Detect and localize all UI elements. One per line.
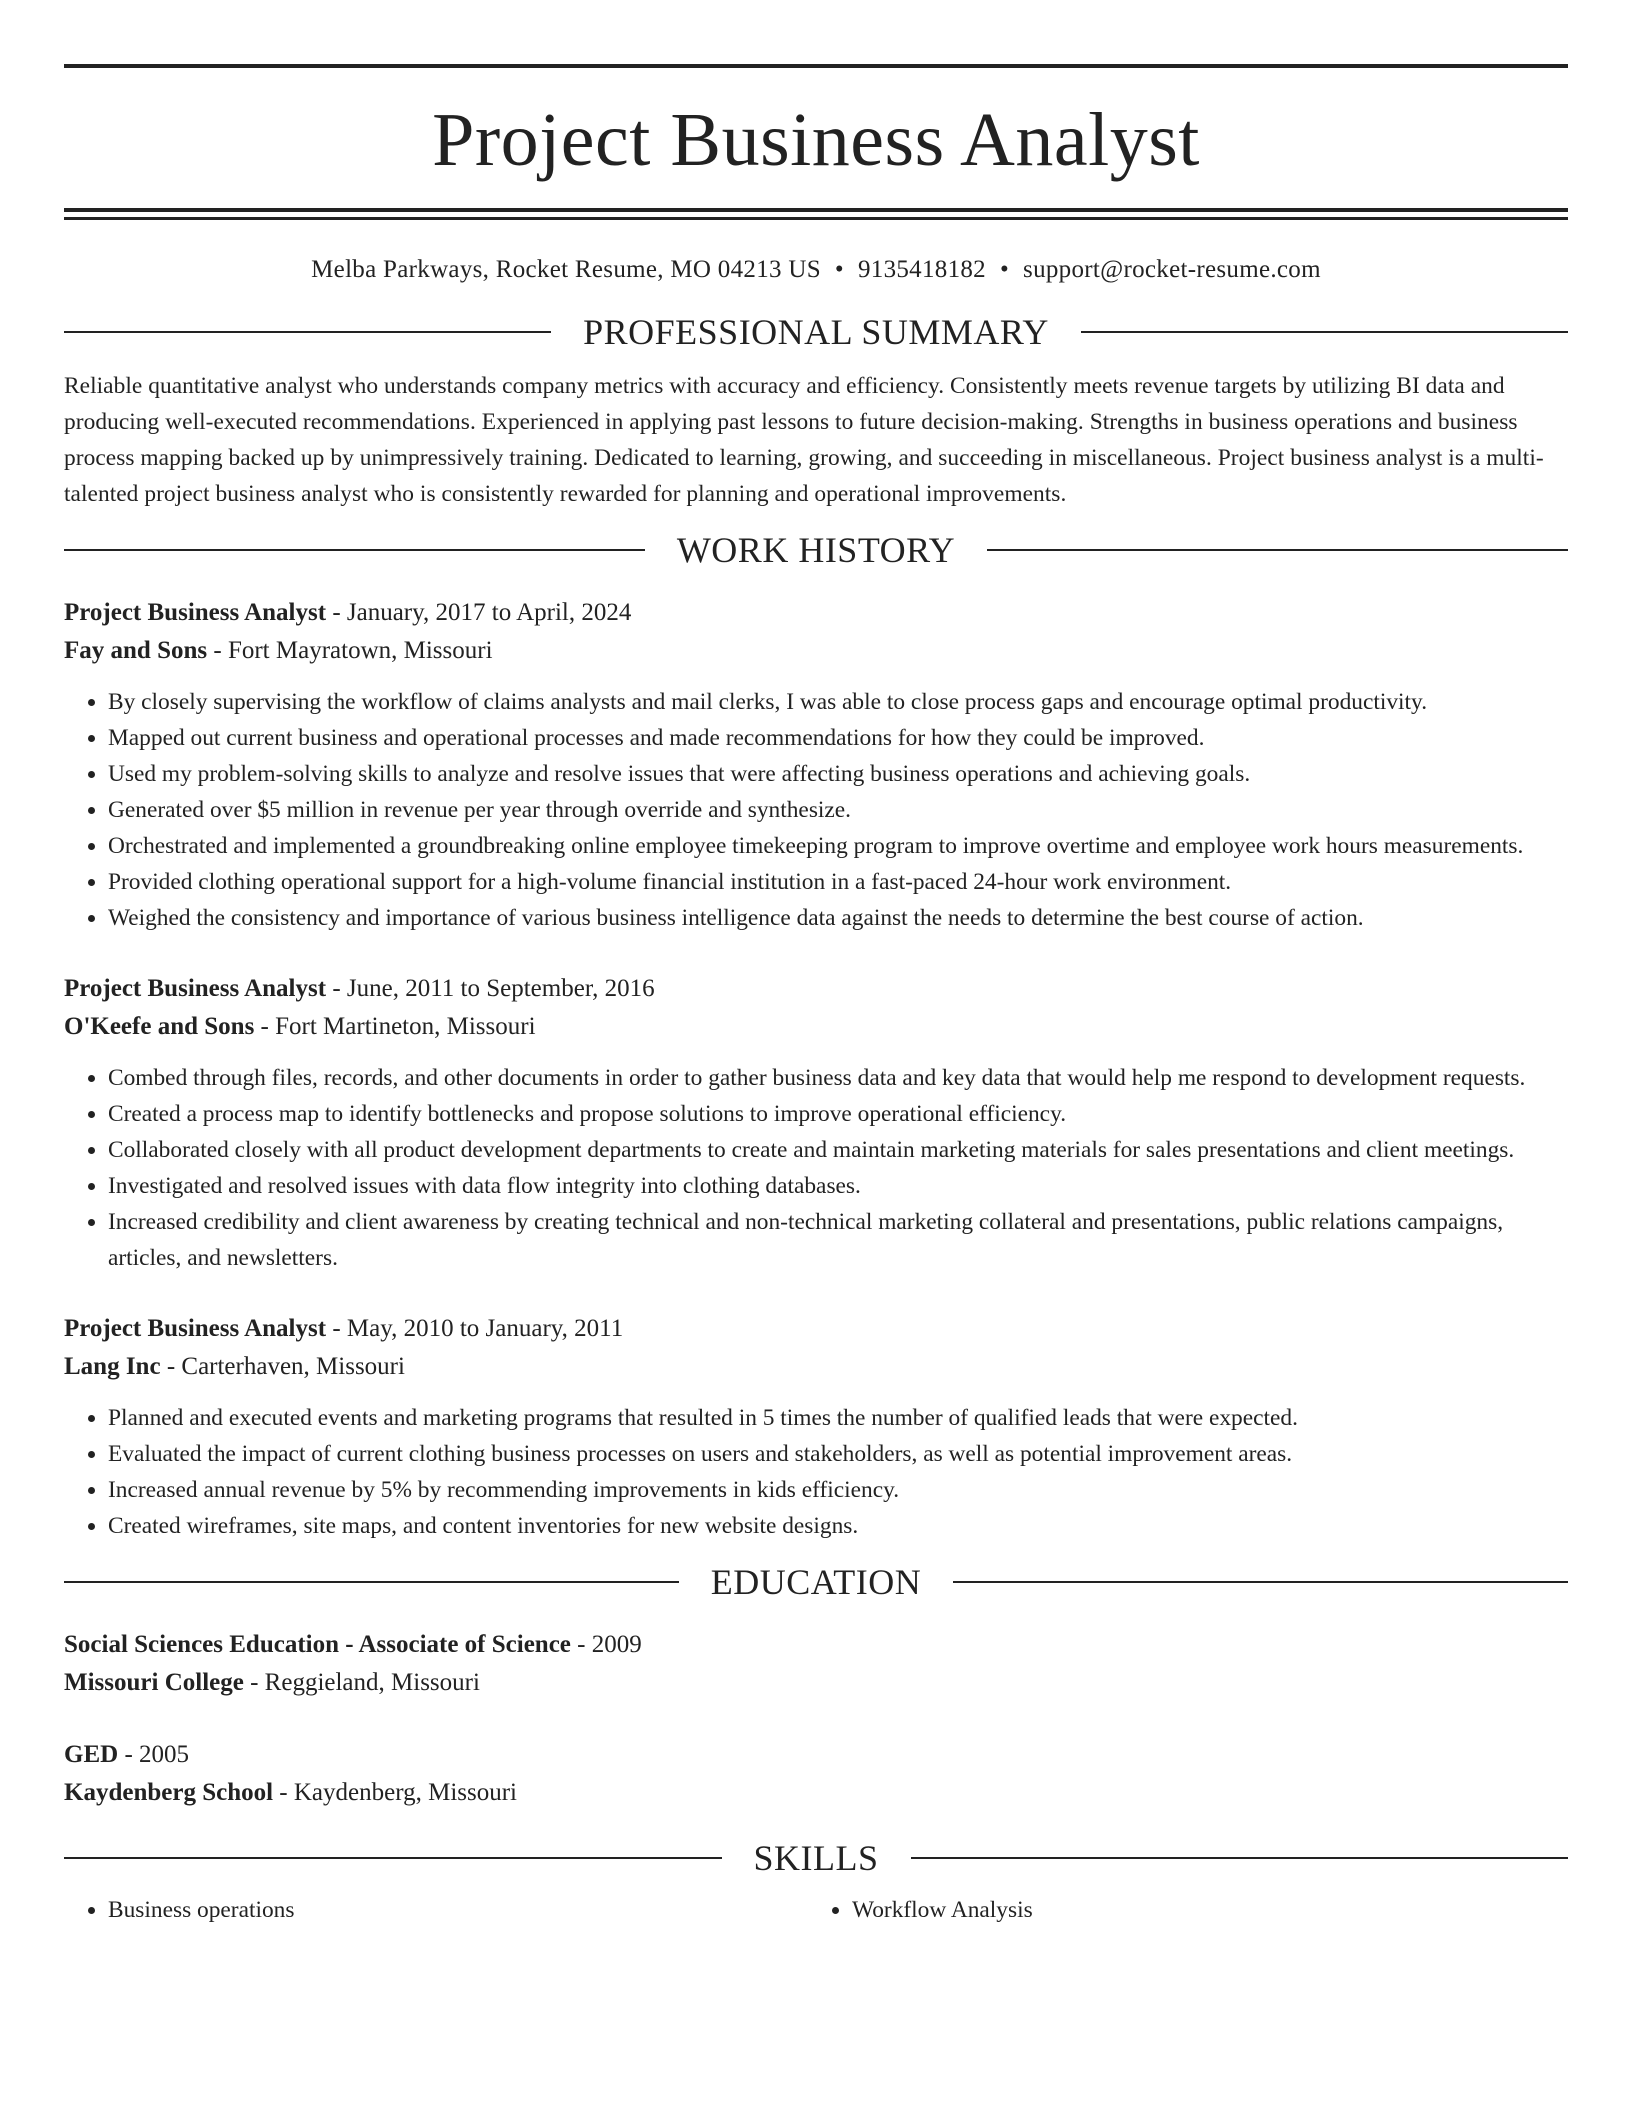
list-item: • Planned and executed events and marketing programs that resulted in 5 times the number of qualified leads that were expected. [108, 1400, 1568, 1436]
section-rule-left [64, 1857, 722, 1859]
list-item: • Increased annual revenue by 5% by recommending improvements in kids efficiency. [108, 1472, 1568, 1508]
job-dates: - January, 2017 to April, 2024 [326, 599, 632, 626]
top-rule [64, 64, 1568, 68]
list-item: • Generated over $5 million in revenue per year through override and synthesize. [108, 792, 1568, 828]
section-rule-right [1081, 331, 1568, 333]
section-title-summary: PROFESSIONAL SUMMARY [583, 312, 1049, 352]
section-title-education: EDUCATION [710, 1562, 922, 1602]
section-rule-right [953, 1581, 1568, 1583]
job-company: Lang Inc [64, 1353, 161, 1380]
job-bullets [64, 1400, 1568, 1544]
job-title-line [64, 594, 1568, 632]
job-entry [64, 594, 1568, 936]
skills-list [64, 1892, 1568, 1928]
section-rule-right [987, 549, 1568, 551]
education-degree-line [64, 1626, 1568, 1664]
job-company-line [64, 632, 1568, 670]
list-item: • Business operations [108, 1892, 808, 1928]
section-title-skills: SKILLS [753, 1838, 879, 1878]
job-dates: - June, 2011 to September, 2016 [326, 975, 655, 1002]
skills-column-left [64, 1892, 808, 1928]
education-school: Kaydenberg School [64, 1779, 274, 1806]
job-company: Fay and Sons [64, 637, 208, 664]
job-company-line [64, 1348, 1568, 1386]
education-location: - Reggieland, Missouri [243, 1669, 480, 1696]
list-item: • Mapped out current business and operational processes and made recommendations for how they could be improved. [108, 720, 1568, 756]
title-rule-lower [64, 217, 1568, 220]
job-title: Project Business Analyst [64, 975, 327, 1002]
section-rule-left [64, 1581, 679, 1583]
education-entry [64, 1736, 1568, 1812]
job-company-line [64, 1008, 1568, 1046]
resume-page [64, 64, 1568, 1928]
education-entry [64, 1626, 1568, 1702]
list-item: • Orchestrated and implemented a groundbreaking online employee timekeeping program to improve overtime and employee work hours measurements. [108, 828, 1568, 864]
education-degree: GED [64, 1741, 119, 1768]
job-location: - Fort Mayratown, Missouri [207, 637, 493, 664]
section-rule-right [911, 1857, 1569, 1859]
education-degree: Social Sciences Education - Associate of Science [64, 1631, 571, 1658]
job-title-line [64, 970, 1568, 1008]
contact-separator: • [999, 256, 1010, 283]
education-school-line [64, 1664, 1568, 1702]
job-entry [64, 970, 1568, 1276]
list-item: • Weighed the consistency and importance of various business intelligence data against the needs to determine the best course of action. [108, 900, 1568, 936]
section-header-skills [64, 1840, 1568, 1876]
section-rule-left [64, 549, 645, 551]
list-item: • Created wireframes, site maps, and content inventories for new website designs. [108, 1508, 1568, 1544]
education-school: Missouri College [64, 1669, 244, 1696]
list-item: • Collaborated closely with all product development departments to create and maintain marketing materials for sales presentations and client meetings. [108, 1132, 1568, 1168]
job-bullets [64, 684, 1568, 936]
contact-email: support@rocket-resume.com [1023, 256, 1321, 283]
list-item: • Created a process map to identify bottlenecks and propose solutions to improve operational efficiency. [108, 1096, 1568, 1132]
contact-address: Melba Parkways, Rocket Resume, MO 04213 US [311, 256, 821, 283]
education-year: - 2005 [118, 1741, 190, 1768]
education-location: - Kaydenberg, Missouri [273, 1779, 517, 1806]
job-company: O'Keefe and Sons [64, 1013, 255, 1040]
job-location: - Fort Martineton, Missouri [254, 1013, 536, 1040]
job-entry [64, 1310, 1568, 1544]
work-history-list [64, 594, 1568, 1544]
list-item: • Used my problem-solving skills to analyze and resolve issues that were affecting business operations and achieving goals. [108, 756, 1568, 792]
section-header-education [64, 1564, 1568, 1600]
job-title: Project Business Analyst [64, 1315, 327, 1342]
list-item: • Workflow Analysis [852, 1892, 1552, 1928]
list-item: • By closely supervising the workflow of claims analysts and mail clerks, I was able to close process gaps and encourage optimal productivity. [108, 684, 1568, 720]
list-item: • Evaluated the impact of current clothing business processes on users and stakeholders, as well as potential improvement areas. [108, 1436, 1568, 1472]
list-item: • Provided clothing operational support for a high-volume financial institution in a fast-paced 24-hour work environment. [108, 864, 1568, 900]
summary-text: Reliable quantitative analyst who understands company metrics with accuracy and efficiency. Consistently meets revenue targets by utilizing BI data and producing well-executed recommendations. Experienced in applying past lessons to future decision-making. Strengths in business operations and business process mapping backed up by unimpressively training. Dedicated to learning, growing, and succeeding in miscellaneous. Project business analyst is a multi-talented project business analyst who is consistently rewarded for planning and operational improvements. [64, 373, 1544, 507]
list-item: • Increased credibility and client awareness by creating technical and non-technical marketing collateral and presentations, public relations campaigns, articles, and newsletters. [108, 1204, 1568, 1276]
education-school-line [64, 1774, 1568, 1812]
section-header-summary [64, 314, 1568, 350]
section-header-work [64, 532, 1568, 568]
job-title-line [64, 1310, 1568, 1348]
contact-separator: • [834, 256, 844, 283]
section-rule-left [64, 331, 551, 333]
title-rule-upper [64, 208, 1568, 212]
resume-title: Project Business Analyst [432, 98, 1200, 182]
education-degree-line [64, 1736, 1568, 1774]
list-item: • Combed through files, records, and other documents in order to gather business data and key data that would help me respond to development requests. [108, 1060, 1568, 1096]
job-location: - Carterhaven, Missouri [160, 1353, 405, 1380]
skills-column-right [808, 1892, 1552, 1928]
job-dates: - May, 2010 to January, 2011 [326, 1315, 624, 1342]
job-bullets [64, 1060, 1568, 1276]
contact-phone: 9135418182 [857, 256, 986, 283]
job-title: Project Business Analyst [64, 599, 327, 626]
contact-line [64, 256, 1568, 284]
list-item: • Investigated and resolved issues with data flow integrity into clothing databases. [108, 1168, 1568, 1204]
education-year: - 2009 [570, 1631, 642, 1658]
section-title-work: WORK HISTORY [676, 530, 956, 570]
